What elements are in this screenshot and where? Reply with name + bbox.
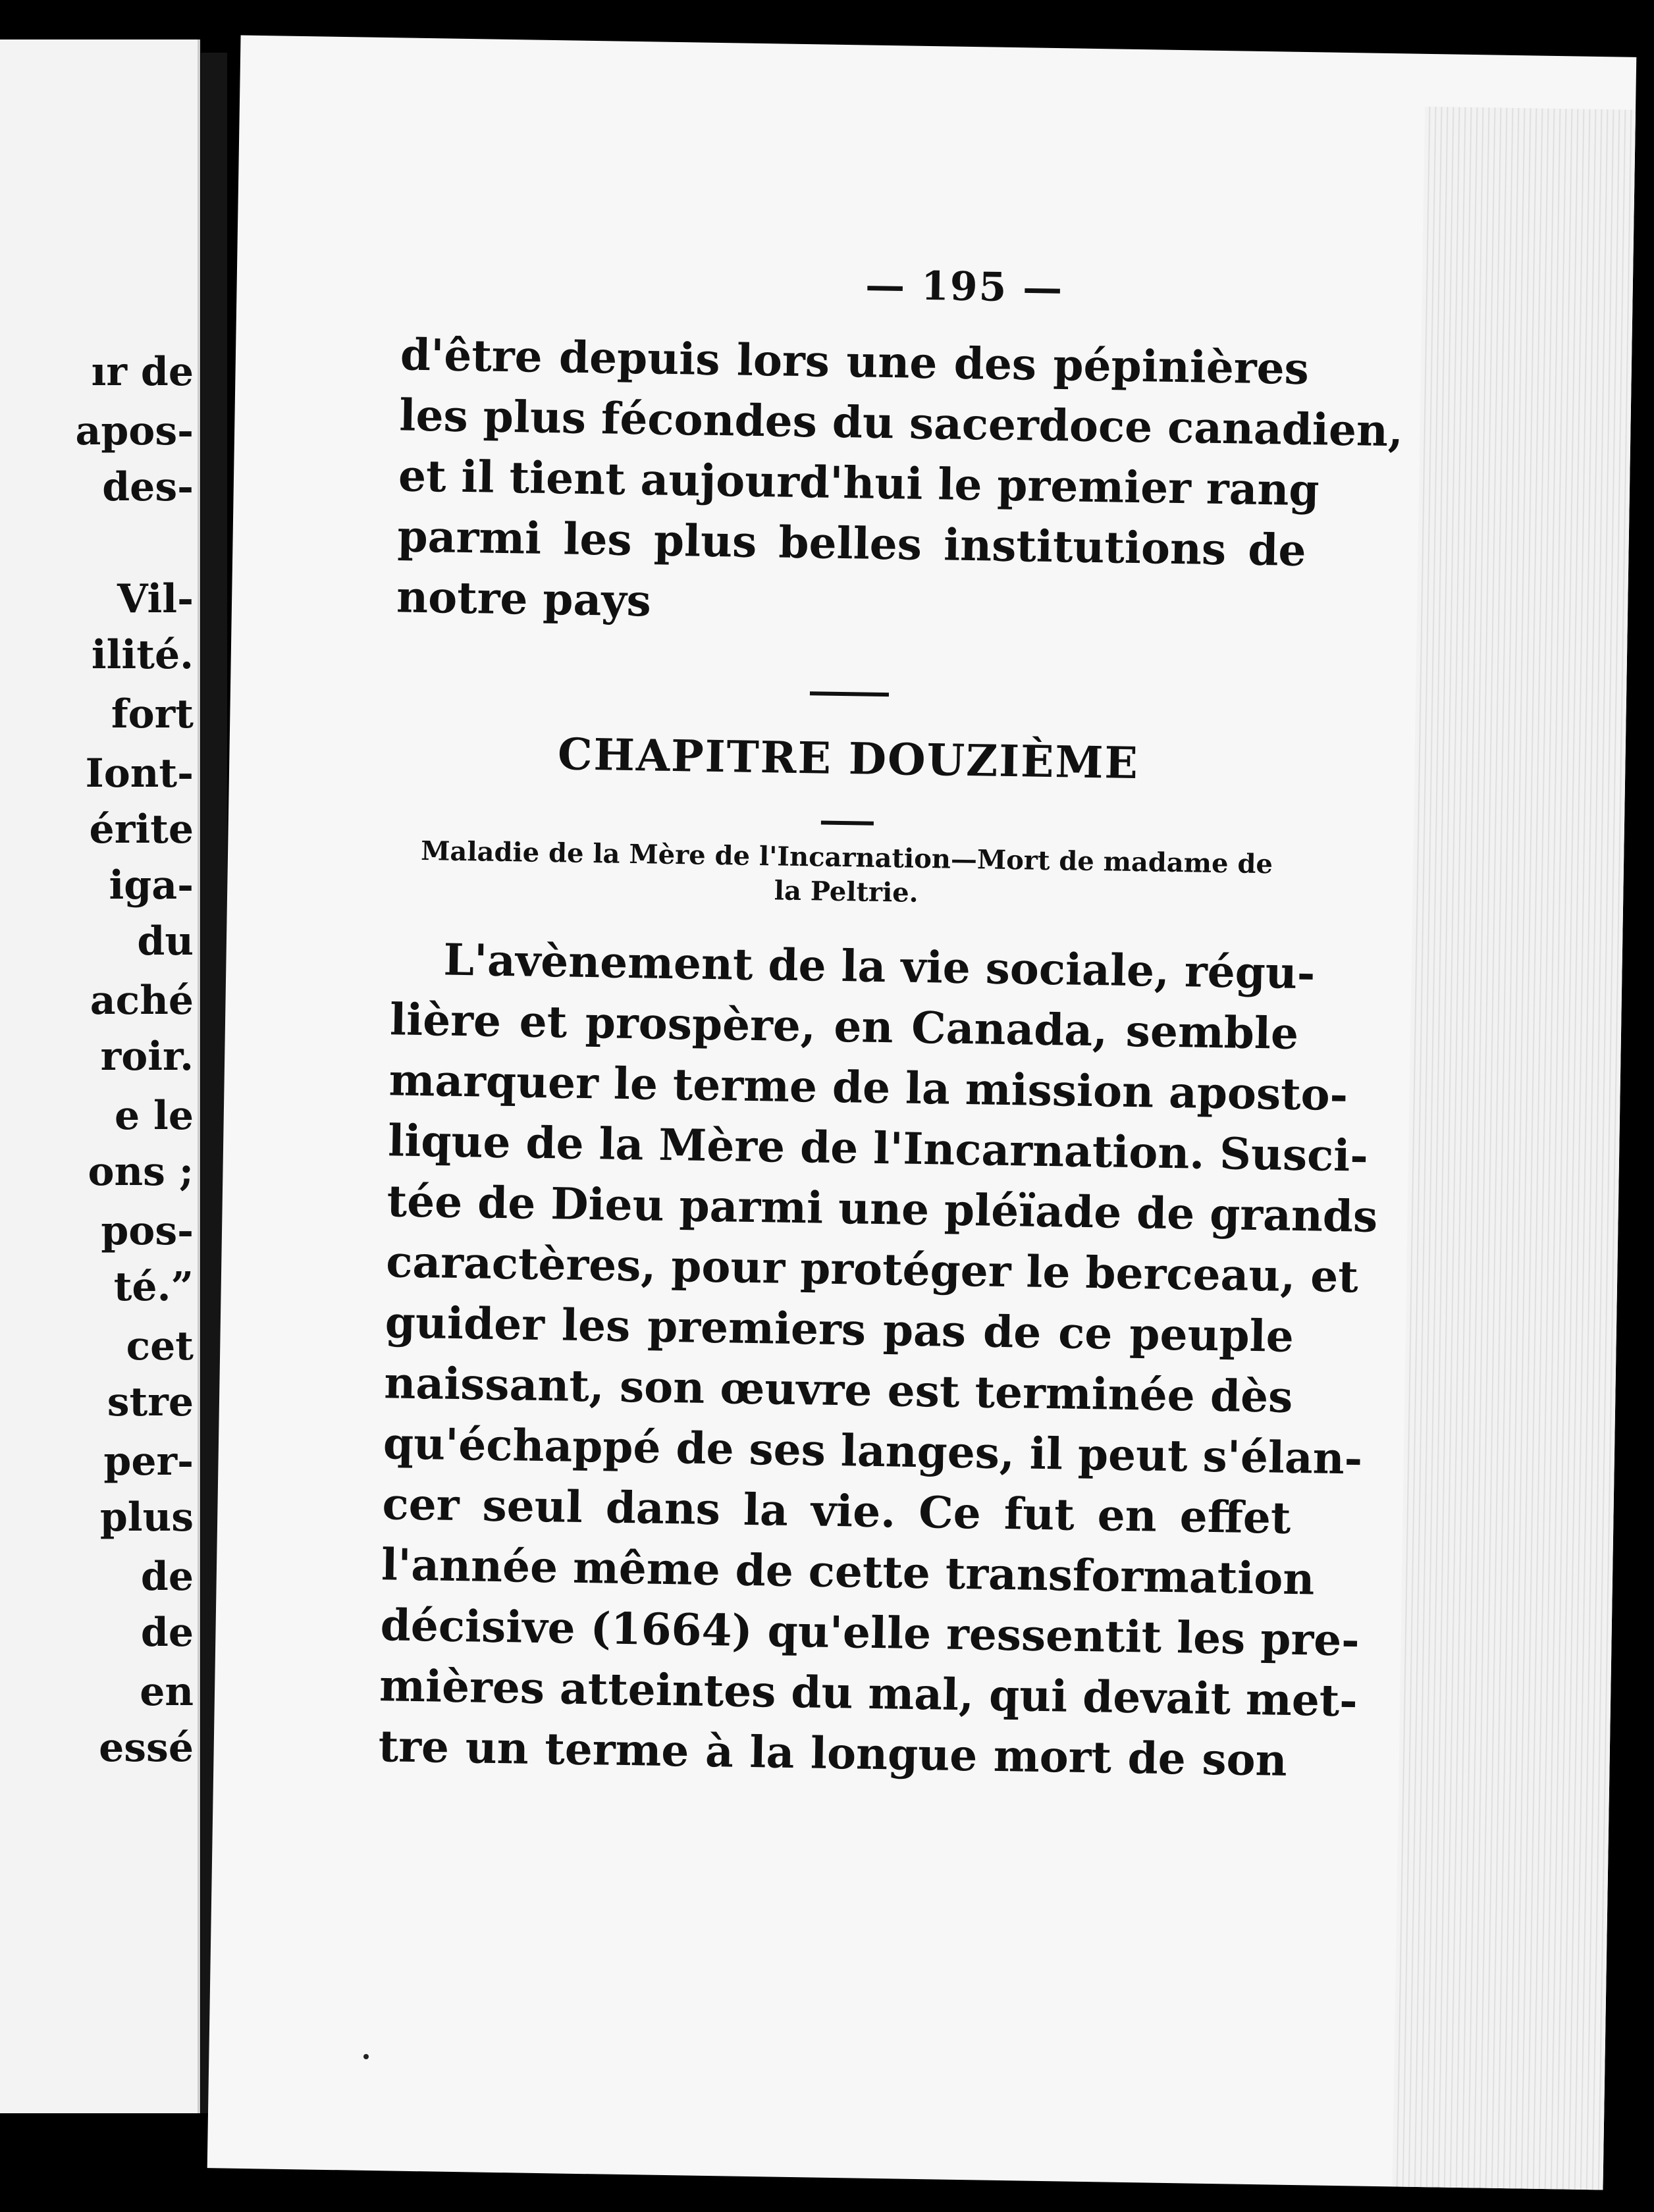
previous-page-line: Vil-	[117, 576, 194, 622]
previous-page-line: fort	[111, 691, 194, 737]
summary-line: la Peltrie.	[774, 875, 919, 908]
text-line: d'être depuis lors une des pépinières	[400, 329, 1310, 395]
page-content	[378, 255, 1404, 1790]
previous-page-line: ilité.	[91, 632, 194, 678]
text-line: et il tient aujourd'hui le premier rang	[398, 450, 1320, 516]
text-line: qu'échappé de ses langes, il peut s'élan-	[383, 1417, 1363, 1485]
opening-text	[396, 324, 1404, 641]
previous-page-line: ır de	[91, 349, 194, 395]
chapter-divider	[821, 821, 874, 826]
previous-page-line: essé	[99, 1725, 194, 1771]
previous-page-line: iga-	[109, 862, 194, 908]
text-line: L'avènement de la vie sociale, régu-	[442, 934, 1316, 999]
previous-page-line: érite	[89, 806, 194, 853]
previous-page-line: de	[140, 1554, 194, 1600]
text-line: caractères, pour protéger le berceau, et	[385, 1236, 1359, 1303]
text-line: mières atteintes du mal, qui devait met-	[379, 1660, 1358, 1727]
text-line: lique de la Mère de l'Incarnation. Susci-	[387, 1115, 1369, 1182]
section-divider	[810, 691, 889, 697]
previous-page-line: de	[140, 1610, 194, 1656]
previous-page-line: Iont-	[85, 750, 194, 797]
book-page	[207, 36, 1637, 2190]
previous-page-line: des-	[102, 464, 194, 510]
text-line: guider les premiers pas de ce peuple	[385, 1296, 1294, 1362]
text-line: l'année même de cette transformation	[381, 1539, 1315, 1605]
text-line: notre pays	[396, 571, 652, 627]
previous-page-line: stre	[107, 1379, 194, 1425]
previous-page-line: per-	[103, 1438, 194, 1485]
ink-speck	[363, 2054, 369, 2059]
previous-page-line: apos-	[75, 408, 194, 454]
text-line: lière et prospère, en Canada, semble	[389, 993, 1299, 1059]
previous-page-line: roir.	[100, 1034, 194, 1080]
chapter-summary	[392, 833, 1301, 916]
text-line: tée de Dieu parmi une pléïade de grands	[387, 1175, 1378, 1242]
page-number: — 195 —	[865, 262, 1064, 312]
text-line: naissant, son œuvre est terminée dès	[383, 1357, 1293, 1423]
page-edge	[1392, 107, 1636, 2190]
text-line: décisive (1664) qu'elle ressentit les pre-	[380, 1599, 1360, 1666]
summary-line: Maladie de la Mère de l'Incarnation—Mort de madame de	[420, 835, 1273, 880]
text-line: tre un terme à la longue mort de son	[378, 1720, 1288, 1786]
previous-page-line: aché	[90, 978, 194, 1024]
previous-page-line: du	[137, 918, 194, 964]
previous-page-line: plus	[99, 1494, 194, 1540]
text-line: cer seul dans la vie. Ce fut en effet	[381, 1478, 1292, 1544]
chapter-title: CHAPITRE DOUZIÈME	[557, 728, 1140, 789]
previous-page-line: cet	[126, 1323, 194, 1369]
previous-page-line: pos-	[101, 1208, 194, 1254]
previous-page	[0, 40, 200, 2113]
text-line: parmi les plus belles institutions de	[397, 510, 1307, 577]
text-line: marquer le terme de la mission aposto-	[388, 1054, 1348, 1121]
previous-page-line: e le	[114, 1093, 194, 1139]
previous-page-line: en	[140, 1669, 194, 1715]
previous-page-line: té.”	[113, 1264, 194, 1310]
paragraph	[378, 928, 1378, 1791]
previous-page-line: ons ;	[88, 1149, 194, 1195]
text-line: les plus fécondes du sacerdoce canadien,	[398, 389, 1404, 457]
